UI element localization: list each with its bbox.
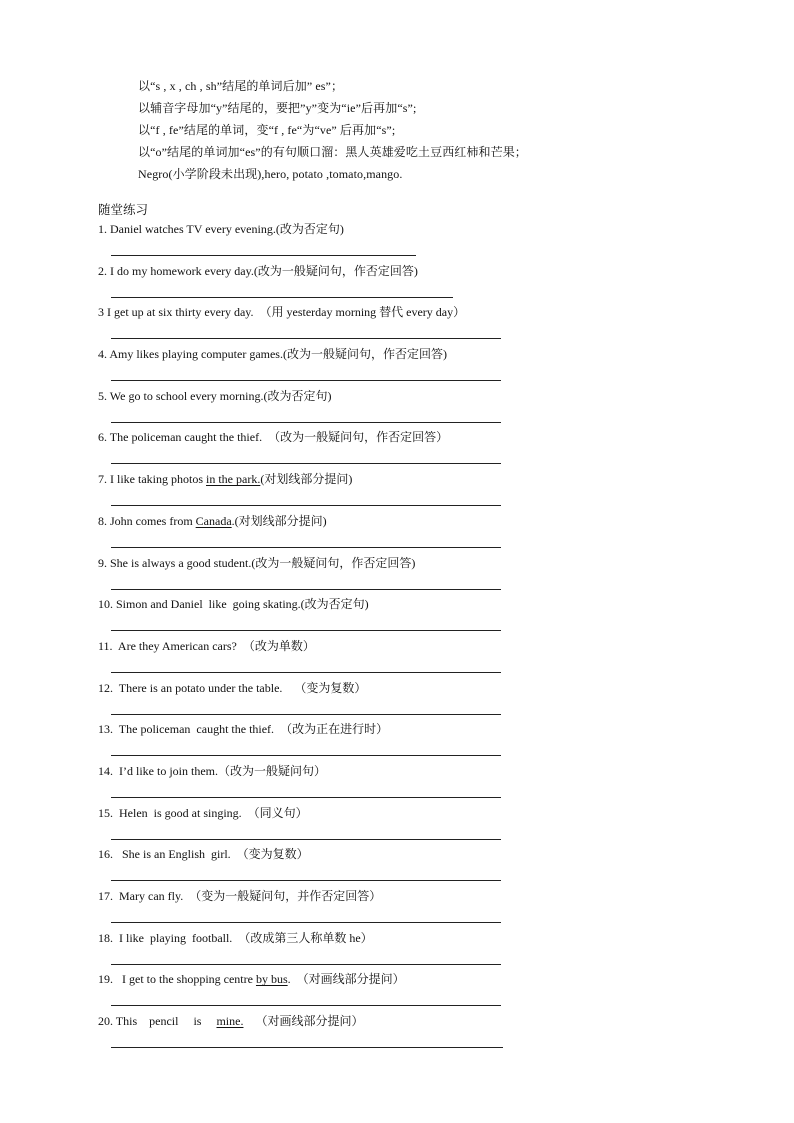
exercise-sentence: The policeman caught the thief. bbox=[109, 430, 269, 445]
exercise-sentence: Mary can fly. bbox=[116, 889, 190, 903]
exercise-question bbox=[98, 262, 465, 280]
exercise-number: 20. bbox=[98, 1014, 113, 1029]
exercise-number: 2. bbox=[98, 263, 107, 278]
exercise-sentence: Amy likes playing computer games. bbox=[109, 347, 283, 362]
exercise-number: 9. bbox=[98, 555, 107, 570]
exercise-instruction: （改为正在进行时） bbox=[280, 722, 389, 737]
exercise-instruction: （变为复数） bbox=[294, 680, 367, 695]
exercise-item bbox=[98, 679, 465, 721]
exercise-question bbox=[98, 387, 465, 405]
rules-block bbox=[138, 75, 527, 185]
exercise-question bbox=[98, 720, 465, 738]
exercise-number: 1. bbox=[98, 222, 107, 236]
exercise-number: 12. bbox=[98, 680, 113, 695]
exercise-sentence: I get up at six thirty every day. bbox=[107, 305, 260, 320]
exercise-item bbox=[98, 387, 465, 429]
answer-blank-line[interactable] bbox=[111, 463, 501, 464]
exercise-sentence: John comes from bbox=[110, 513, 196, 528]
exercise-item bbox=[98, 428, 465, 470]
exercise-item bbox=[98, 512, 465, 554]
exercise-sentence: Helen is good at singing. bbox=[116, 805, 248, 820]
exercise-number: 14. bbox=[98, 763, 113, 778]
exercise-number: 4. bbox=[98, 347, 107, 362]
exercise-item bbox=[98, 303, 465, 345]
exercise-list bbox=[98, 220, 465, 1054]
exercise-item bbox=[98, 929, 465, 971]
exercise-item bbox=[98, 845, 465, 887]
exercise-item bbox=[98, 220, 465, 262]
exercise-instruction: （用 yesterday morning 替代 every day） bbox=[259, 305, 466, 320]
exercise-instruction: (对划线部分提问) bbox=[260, 472, 353, 487]
exercise-instruction: (改为一般疑问句，作否定回答) bbox=[251, 555, 416, 570]
exercise-item bbox=[98, 970, 465, 1012]
exercise-question bbox=[98, 220, 465, 238]
exercise-sentence: I like playing football. bbox=[116, 930, 239, 945]
exercise-number: 18. bbox=[98, 930, 113, 945]
exercise-underlined-part: in the park. bbox=[206, 472, 261, 487]
exercise-underlined-part: by bus bbox=[255, 972, 288, 987]
exercise-instruction: (对划线部分提问) bbox=[234, 513, 327, 528]
exercise-instruction: (改为一般疑问句，作否定回答) bbox=[253, 263, 418, 278]
answer-blank-line[interactable] bbox=[111, 714, 501, 715]
exercise-item bbox=[98, 554, 465, 596]
exercise-item bbox=[98, 595, 465, 637]
exercise-sentence: The policeman caught the thief. bbox=[116, 722, 281, 737]
answer-blank-line[interactable] bbox=[111, 964, 501, 965]
rule-line: 以“o”结尾的单词加“es”的有句顺口溜：黑人英雄爱吃土豆西红柿和芒果； bbox=[138, 145, 527, 159]
exercise-number: 5. bbox=[98, 388, 107, 403]
exercise-number: 19. bbox=[98, 972, 113, 987]
exercise-sentence: I do my homework every day. bbox=[110, 263, 254, 278]
exercise-sentence-end: . bbox=[231, 513, 235, 528]
answer-blank-line[interactable] bbox=[111, 589, 501, 590]
answer-blank-line[interactable] bbox=[111, 422, 501, 423]
exercise-number: 11. bbox=[98, 638, 113, 653]
exercise-question bbox=[98, 1012, 465, 1030]
exercise-number: 8. bbox=[98, 513, 107, 528]
exercise-underlined-part: Canada bbox=[195, 513, 232, 528]
exercise-sentence: I get to the shopping centre bbox=[116, 972, 256, 987]
exercise-number: 16. bbox=[98, 847, 113, 862]
answer-blank-line[interactable] bbox=[111, 1047, 503, 1048]
exercise-number: 10. bbox=[98, 597, 113, 612]
exercise-question bbox=[98, 845, 465, 863]
exercise-item bbox=[98, 1012, 465, 1054]
exercise-item bbox=[98, 345, 465, 387]
exercise-instruction: （改为一般疑问句，作否定回答） bbox=[268, 430, 449, 445]
exercise-item bbox=[98, 804, 465, 846]
exercise-sentence: There is an potato under the table. bbox=[116, 680, 295, 695]
exercise-instruction: （对画线部分提问） bbox=[296, 972, 405, 987]
exercise-sentence: She is always a good student. bbox=[110, 555, 252, 570]
exercise-instruction: （变为复数） bbox=[236, 847, 309, 862]
exercise-item bbox=[98, 637, 465, 679]
exercise-item bbox=[98, 262, 465, 304]
exercise-number: 15. bbox=[98, 805, 113, 820]
exercise-instruction: (改为一般疑问句，作否定回答) bbox=[282, 347, 447, 362]
answer-blank-line[interactable] bbox=[111, 839, 501, 840]
answer-blank-line[interactable] bbox=[111, 255, 416, 256]
exercise-item bbox=[98, 470, 465, 512]
exercise-number: 3 bbox=[98, 305, 104, 320]
answer-blank-line[interactable] bbox=[111, 797, 501, 798]
exercise-question bbox=[98, 929, 465, 947]
answer-blank-line[interactable] bbox=[111, 922, 501, 923]
exercise-number: 17. bbox=[98, 889, 113, 903]
exercise-number: 6. bbox=[98, 430, 107, 445]
section-title: 随堂练习 bbox=[98, 203, 149, 217]
answer-blank-line[interactable] bbox=[111, 297, 453, 298]
exercise-sentence: Simon and Daniel like going skating. bbox=[116, 597, 301, 612]
exercise-sentence: Daniel watches TV every evening. bbox=[110, 222, 276, 236]
exercise-instruction: （同义句） bbox=[247, 805, 308, 820]
exercise-item bbox=[98, 720, 465, 762]
exercise-instruction: (改为否定句) bbox=[275, 222, 344, 236]
exercise-question bbox=[98, 970, 465, 988]
exercise-instruction: （改成第三人称单数 he） bbox=[238, 930, 373, 945]
exercise-question bbox=[98, 595, 465, 613]
exercise-instruction: （改为单数） bbox=[242, 638, 315, 653]
exercise-question bbox=[98, 637, 465, 655]
answer-blank-line[interactable] bbox=[111, 755, 501, 756]
exercise-question bbox=[98, 887, 465, 905]
exercise-sentence: I like taking photos bbox=[110, 472, 206, 487]
answer-blank-line[interactable] bbox=[111, 338, 501, 339]
exercise-instruction: （对画线部分提问） bbox=[255, 1014, 364, 1029]
answer-blank-line[interactable] bbox=[111, 880, 501, 881]
rule-line: 以辅音字母加“y”结尾的，要把”y”变为“ie”后再加“s”; bbox=[138, 101, 417, 115]
rule-line: 以“s , x , ch , sh”结尾的单词后加” es”； bbox=[138, 79, 344, 93]
rule-line: 以“f , fe”结尾的单词，变“f , fe“为“ve” 后再加“s”; bbox=[138, 123, 396, 137]
exercise-sentence: I’d like to join them. bbox=[116, 763, 218, 778]
exercise-number: 13. bbox=[98, 722, 113, 737]
exercise-question bbox=[98, 679, 465, 697]
exercise-question bbox=[98, 428, 465, 446]
answer-blank-line[interactable] bbox=[111, 547, 501, 548]
exercise-question bbox=[98, 762, 465, 780]
exercise-question bbox=[98, 804, 465, 822]
exercise-item bbox=[98, 762, 465, 804]
exercise-sentence-end: . bbox=[287, 972, 297, 987]
exercise-question bbox=[98, 512, 465, 530]
answer-blank-line[interactable] bbox=[111, 505, 501, 506]
exercise-number: 7. bbox=[98, 472, 107, 487]
rule-line: Negro(小学阶段未出现),hero, potato ,tomato,mango. bbox=[138, 167, 403, 181]
exercise-sentence-end bbox=[243, 1014, 255, 1028]
answer-blank-line[interactable] bbox=[111, 380, 501, 381]
exercise-instruction: （变为一般疑问句，并作否定回答） bbox=[189, 889, 382, 903]
exercise-item bbox=[98, 887, 465, 929]
exercise-question bbox=[98, 554, 465, 572]
answer-blank-line[interactable] bbox=[111, 630, 501, 631]
exercise-sentence: This pencil is bbox=[115, 1014, 217, 1029]
exercise-instruction: (改为否定句) bbox=[263, 388, 332, 403]
exercise-instruction: (改为否定句) bbox=[300, 597, 369, 612]
exercise-question bbox=[98, 470, 465, 488]
exercise-question bbox=[98, 303, 465, 321]
exercise-question bbox=[98, 345, 465, 363]
exercise-sentence: She is an English girl. bbox=[116, 847, 237, 862]
exercise-sentence: Are they American cars? bbox=[115, 638, 243, 653]
exercise-sentence: We go to school every morning. bbox=[109, 388, 264, 403]
answer-blank-line[interactable] bbox=[111, 1005, 501, 1006]
exercise-underlined-part: mine. bbox=[216, 1014, 244, 1029]
exercise-instruction: （改为一般疑问句） bbox=[217, 763, 326, 778]
answer-blank-line[interactable] bbox=[111, 672, 501, 673]
